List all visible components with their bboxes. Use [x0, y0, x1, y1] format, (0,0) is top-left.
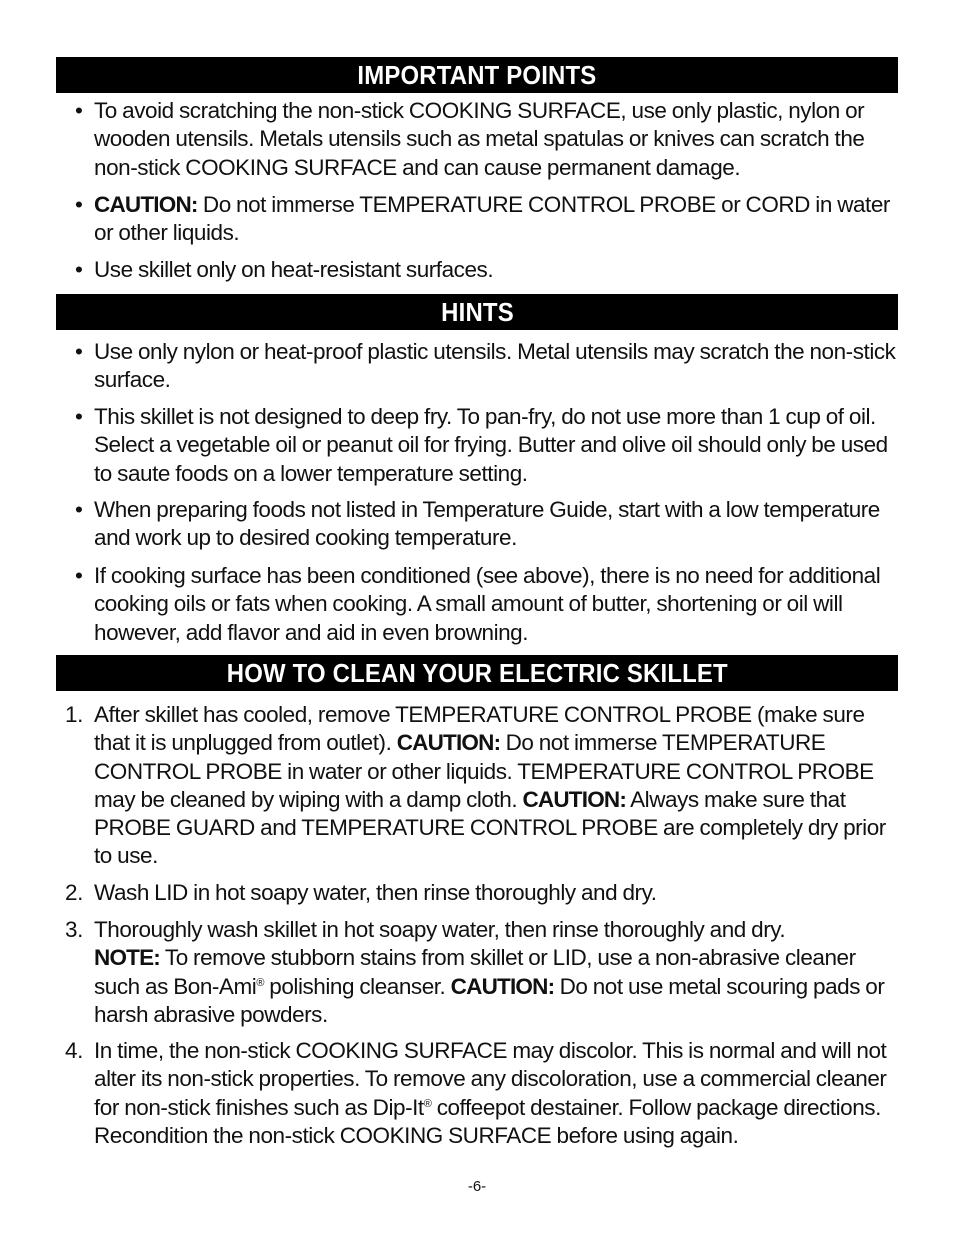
step-number: 3. [65, 917, 83, 942]
note-label: NOTE: [94, 945, 160, 971]
cleaning-steps-list [56, 701, 898, 1152]
step-number: 1. [65, 702, 83, 727]
list-item: 4. In time, the non-stick COOKING SURFACE may discolor. This is normal and will not alter its non-stick properties. To remove any discoloration, use a commercial cleaner for non-stick finishes such as Dip-It® coffeepot destainer. Follow package directions. Recondition the non-stick COOKING SURFACE before using again. [65, 1038, 887, 1148]
caution-label: CAUTION: [94, 192, 198, 217]
bullet-icon: • [75, 563, 83, 588]
list-item: • This skillet is not designed to deep fry. To pan-fry, do not use more than 1 cup of oil. Select a vegetable oil or peanut oil for frying. Butter and olive oil should only be used to saute foods on a lower temperature setting. [75, 404, 888, 486]
important-points-heading: IMPORTANT POINTS [56, 57, 898, 93]
list-item: 2. Wash LID in hot soapy water, then rinse thoroughly and dry. [56, 879, 898, 916]
list-item: 3. Thoroughly wash skillet in hot soapy water, then rinse thoroughly and dry. NOTE: To remove stubborn stains from skillet or LID, use a non-abrasive cleaner such as Bon-Ami® polishing cleanser. CAUTION: Do not use metal scouring pads or harsh abrasive powders. [65, 917, 885, 1027]
step-number: 4. [65, 1038, 83, 1063]
important-points-list [56, 97, 898, 289]
list-item: • Use skillet only on heat-resistant surfaces. [56, 256, 898, 289]
page-number: -6- [467, 1178, 487, 1195]
list-item: 1. After skillet has cooled, remove TEMPERATURE CONTROL PROBE (make sure that it is unplugged from outlet). CAUTION: Do not immerse TEMPERATURE CONTROL PROBE in water or other liquids. TEMPERATURE CONTROL PROBE may be cleaned by wiping with a damp cloth. CAUTION: Always make sure that PROBE GUARD and TEMPERATURE CONTROL PROBE are completely dry prior to use. [65, 702, 886, 869]
registered-mark: ® [256, 976, 264, 989]
list-item: • If cooking surface has been conditioned (see above), there is no need for additional cooking oils or fats when cooking. A small amount of butter, shortening or oil will however, add flavor and aid in even browning. [75, 563, 881, 645]
list-item: • To avoid scratching the non-stick COOKING SURFACE, use only plastic, nylon or wooden utensils. Metals utensils such as metal spatulas or knives can scratch the non-stick COOKING SURFACE and can cause permanent damage. [75, 98, 865, 180]
hints-heading: HINTS [56, 294, 898, 330]
caution-label: CAUTION: [522, 786, 627, 812]
hints-list [56, 338, 898, 652]
manual-page [56, 57, 898, 1152]
bullet-icon: • [75, 257, 83, 282]
list-item: • When preparing foods not listed in Temperature Guide, start with a low temperature and work up to desired cooking temperature. [75, 497, 880, 551]
caution-label: CAUTION: [450, 973, 555, 999]
step-number: 2. [65, 880, 83, 905]
caution-label: CAUTION: [396, 730, 501, 756]
bullet-icon: • [75, 404, 83, 429]
bullet-icon: • [75, 192, 83, 217]
bullet-icon: • [75, 98, 83, 123]
bullet-icon: • [75, 339, 83, 364]
list-item: • Use only nylon or heat-proof plastic utensils. Metal utensils may scratch the non-stick surface. [75, 339, 896, 393]
list-item: • CAUTION: Do not immerse TEMPERATURE CONTROL PROBE or CORD in water or other liquids. [75, 192, 890, 246]
registered-mark: ® [423, 1097, 432, 1110]
bullet-icon: • [75, 497, 83, 522]
cleaning-heading: HOW TO CLEAN YOUR ELECTRIC SKILLET [56, 655, 898, 691]
